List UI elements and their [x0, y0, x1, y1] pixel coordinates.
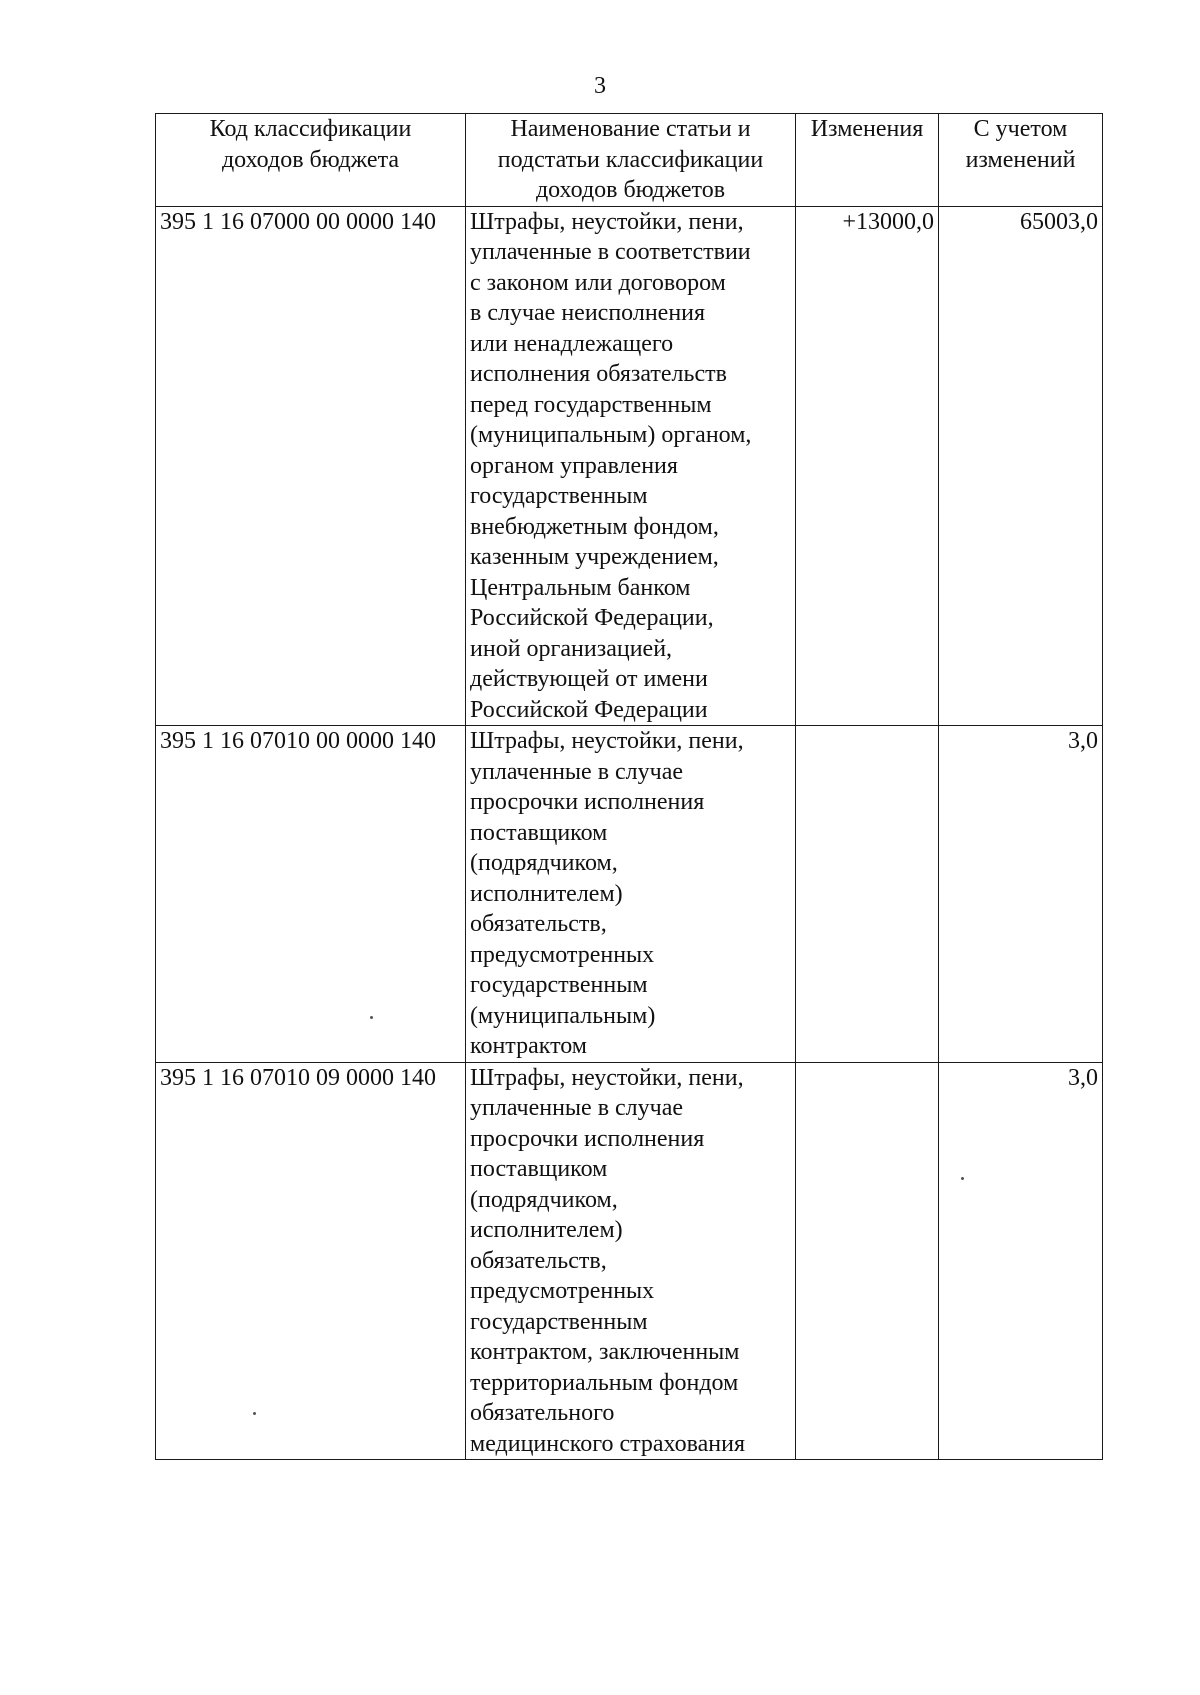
item-name-line: медицинского страхования [470, 1430, 746, 1457]
item-name-line: (подрядчиком, [470, 1186, 618, 1213]
item-name-line: поставщиком [470, 1156, 608, 1182]
header-code [156, 114, 466, 207]
item-name-line: Штрафы, неустойки, пени, [470, 1064, 744, 1091]
header-change-line: Изменения [810, 116, 924, 142]
item-name-line: Российской Федерации, [470, 605, 714, 631]
header-total [939, 114, 1103, 207]
total-value: 3,0 [939, 726, 1103, 1063]
change-value [796, 1062, 939, 1460]
scan-speck [370, 1016, 373, 1019]
item-name-line: Российской Федерации [470, 696, 708, 723]
header-code-line: доходов бюджета [221, 146, 400, 173]
item-name-line: с законом или договором [470, 269, 726, 296]
item-name-line: (муниципальным) [470, 1002, 656, 1029]
header-code-line: Код классификации [209, 116, 412, 142]
item-name-line: иной организацией, [470, 635, 673, 662]
item-name-line: просрочки исполнения [470, 789, 705, 815]
item-name [466, 1062, 796, 1460]
table-header-row [156, 114, 1103, 207]
total-value: 65003,0 [939, 206, 1103, 726]
item-name-line: уплаченные в соответствии [470, 239, 751, 265]
item-name-line: предусмотренных [470, 1278, 655, 1304]
item-name-line: государственным [470, 972, 648, 998]
total-value: 3,0 [939, 1062, 1103, 1460]
item-name-line: государственным [470, 1308, 648, 1335]
classification-code: 395 1 16 07010 00 0000 140 [156, 726, 466, 1063]
item-name-line: Штрафы, неустойки, пени, [470, 728, 744, 754]
classification-code: 395 1 16 07010 09 0000 140 [156, 1062, 466, 1460]
item-name-line: или ненадлежащего [470, 330, 674, 357]
item-name-line: обязательного [470, 1400, 615, 1426]
item-name-line: (подрядчиком, [470, 850, 618, 876]
table-row [156, 726, 1103, 1063]
item-name-line: государственным [470, 483, 648, 509]
item-name [466, 206, 796, 726]
item-name-line: (муниципальным) органом, [470, 422, 752, 448]
header-total-line: С учетом [973, 116, 1068, 142]
revenue-classification-table [155, 113, 1103, 1460]
item-name-line: исполнения обязательств [470, 361, 727, 387]
header-change [796, 114, 939, 207]
item-name-line: Штрафы, неустойки, пени, [470, 208, 744, 235]
item-name-line: уплаченные в случае [470, 758, 684, 785]
table-row [156, 206, 1103, 726]
header-name [466, 114, 796, 207]
scan-speck [253, 1412, 256, 1415]
item-name-line: органом управления [470, 452, 678, 479]
header-name-line: доходов бюджетов [535, 177, 726, 203]
page-number: 3 [594, 73, 606, 99]
item-name-line: предусмотренных [470, 941, 655, 968]
item-name-line: поставщиком [470, 819, 608, 846]
classification-code: 395 1 16 07000 00 0000 140 [156, 206, 466, 726]
item-name-line: обязательств, [470, 1247, 607, 1274]
change-value: +13000,0 [796, 206, 939, 726]
header-total-line: изменений [965, 146, 1076, 173]
item-name-line: перед государственным [470, 391, 712, 418]
item-name-line: исполнителем) [470, 880, 623, 907]
item-name-line: уплаченные в случае [470, 1095, 684, 1121]
item-name-line: действующей от имени [470, 666, 708, 692]
change-value [796, 726, 939, 1063]
header-name-line: подстатьи классификации [497, 146, 764, 173]
item-name-line: исполнителем) [470, 1217, 623, 1243]
item-name-line: контрактом [470, 1033, 587, 1059]
item-name-line: просрочки исполнения [470, 1125, 705, 1152]
table-row [156, 1062, 1103, 1460]
table-body [156, 206, 1103, 1460]
scan-speck [961, 1177, 964, 1180]
header-name-line: Наименование статьи и [510, 116, 751, 142]
item-name-line: контрактом, заключенным [470, 1339, 740, 1365]
item-name-line: внебюджетным фондом, [470, 513, 719, 540]
item-name-line: казенным учреждением, [470, 544, 719, 570]
item-name-line: территориальным фондом [470, 1369, 739, 1396]
item-name [466, 726, 796, 1063]
item-name-line: в случае неисполнения [470, 300, 706, 326]
item-name-line: обязательств, [470, 911, 607, 937]
item-name-line: Центральным банком [470, 574, 691, 601]
